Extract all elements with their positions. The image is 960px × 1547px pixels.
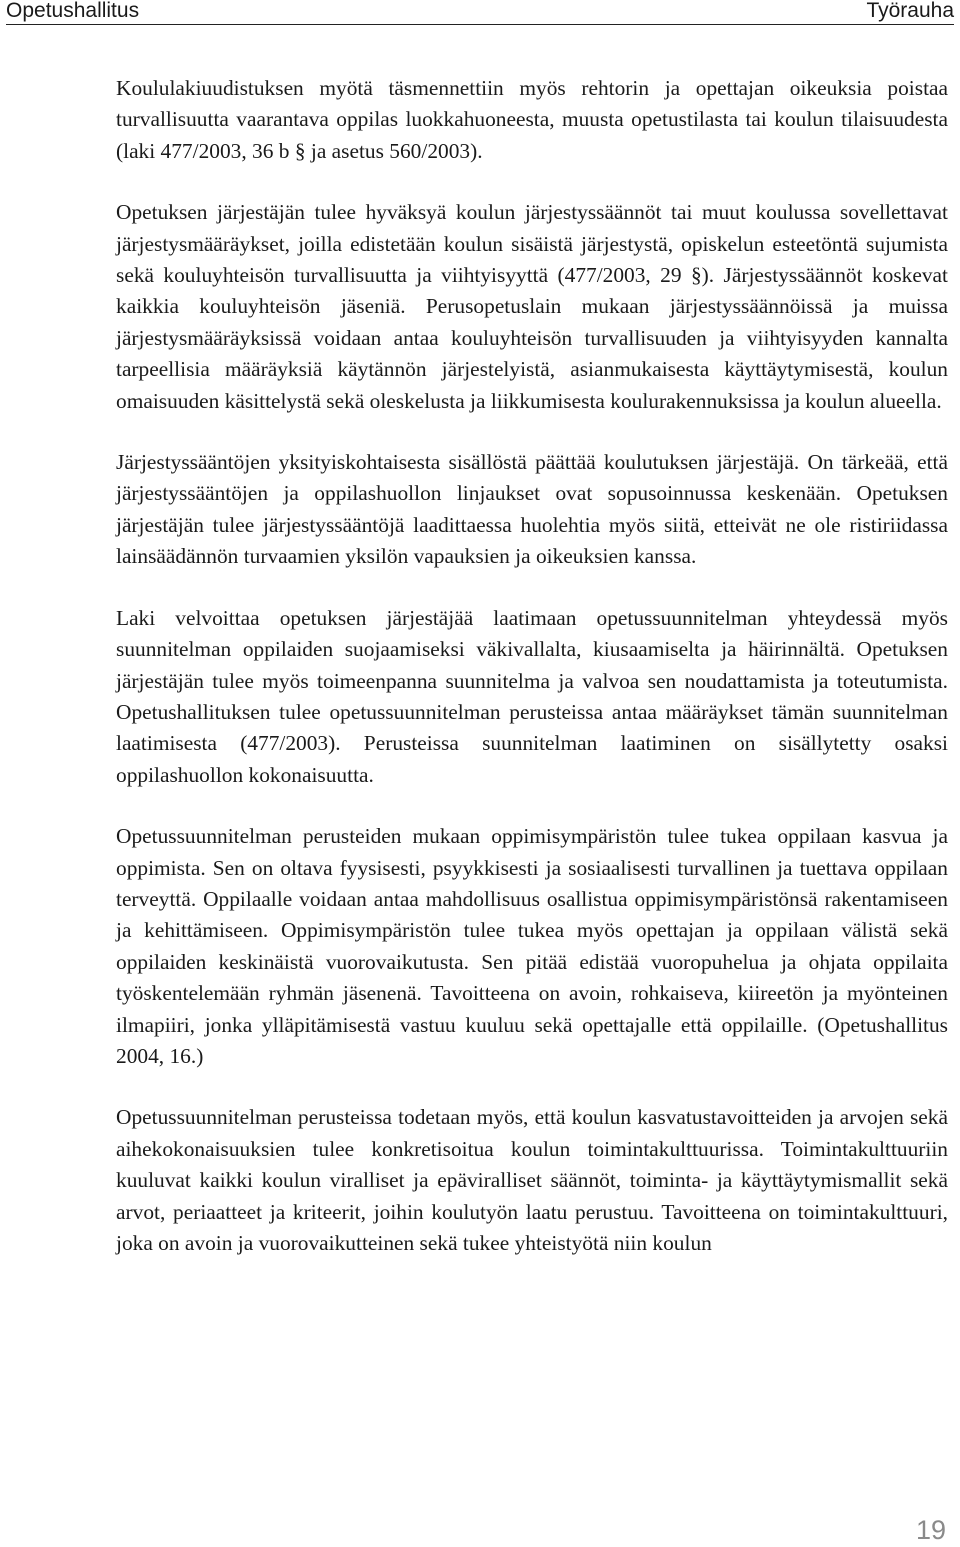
paragraph-school-rules: Opetuksen järjestäjän tulee hyväksyä koulun järjestyssäännöt tai muut koulussa sovellettavat järjestysmääräykset, joilla edistetään koulun sisäistä järjestystä, opiskelun esteetöntä sujumista sekä kouluyhteisön turvallisuutta ja viihtyisyyttä (477/2003, 29 §). Järjestyssäännöt koskevat kaikkia kouluyhteisön jäseniä. Perusopetuslain mukaan järjestyssäännöissä ja muissa järjestysmääräyksissä voidaan antaa kouluyhteisön turvallisuuden ja viihtyisyyden kannalta tarpeellisia määräyksiä käytännön järjestelyistä, asianmukaisesta käyttäytymisestä, koulun omaisuuden käsittelystä sekä oleskelusta ja liikkumisesta koulurakennuksissa ja koulun alueella. bbox=[116, 200, 948, 413]
paragraph-learning-environment: Opetussuunnitelman perusteiden mukaan oppimisympäristön tulee tukea oppilaan kasvua ja oppimista. Sen on oltava fyysisesti, psyykkisesti ja sosiaalisesti turvallinen ja tuettava oppilaan terveyttä. Oppilaalle voidaan antaa mahdollisuus osallistua oppimisympäristönsä rakentamiseen ja kehittämiseen. Oppimisympäristön tulee tukea myös opettajan ja oppilaan välistä sekä oppilaiden keskinäistä vuorovaikutusta. Sen pitää edistää vuoropuhelua ja ohjata oppilaita työskentelemään ryhmän jäsenenä. Tavoitteena on avoin, rohkaiseva, kiireetön ja myönteinen ilmapiiri, jonka ylläpitämisestä vastuu kuuluu sekä opettajalle että oppilaille. (Opetushallitus 2004, 16.) bbox=[116, 824, 948, 1068]
header-publisher: Opetushallitus bbox=[6, 0, 140, 22]
paragraph-school-culture: Opetussuunnitelman perusteissa todetaan myös, että koulun kasvatustavoitteiden ja arvojen sekä aihekokonaisuuksien tulee konkretisoitua koulun toimintakulttuurissa. Toimintakulttuuriin kuuluvat kaikki koulun viralliset ja epäviralliset säännöt, toiminta- ja käyttäytymismallit sekä arvot, periaatteet ja kriteerit, joihin koulutyön laatu perustuu. Tavoitteena on toimintakulttuuri, joka on avoin ja vuorovaikutteinen sekä tukee yhteistyötä niin koulun bbox=[116, 1105, 948, 1255]
body-text bbox=[116, 73, 948, 1259]
paragraph-rules-content: Järjestyssääntöjen yksityiskohtaisesta sisällöstä päättää koulutuksen järjestäjä. On tärkeää, että järjestyssääntöjen ja oppilashuollon linjaukset ovat sopusoinnussa keskenään. Opetuksen järjestäjän tulee järjestyssääntöjä laadittaessa huolehtia myös siitä, etteivät ne ole ristiriidassa lainsäädännön turvaamien yksilön vapauksien ja oikeuksien kanssa. bbox=[116, 450, 948, 569]
header-document-title: Työrauha bbox=[866, 0, 954, 22]
paragraph-expulsion-rights: Koululakiuudistuksen myötä täsmennettiin myös rehtorin ja opettajan oikeuksia poistaa turvallisuutta vaarantava oppilas luokkahuoneesta, muusta opetustilasta tai koulun tilaisuudesta (laki 477/2003, 36 b § ja asetus 560/2003). bbox=[116, 76, 948, 163]
paragraph-anti-bullying-plan: Laki velvoittaa opetuksen järjestäjää laatimaan opetussuunnitelman yhteydessä myös suunnitelman oppilaiden suojaamiseksi väkivallalta, kiusaamiselta ja häirinnältä. Opetuksen järjestäjän tulee myös toimeenpanna suunnitelma ja valvoa sen noudattamista ja toteutumista. Opetushallituksen tulee opetussuunnitelman perusteissa antaa määräykset tämän suunnitelman laatimisesta (477/2003). Perusteissa suunnitelman laatiminen on sisällytetty osaksi oppilashuollon kokonaisuutta. bbox=[116, 605, 948, 787]
page-number: 19 bbox=[915, 1515, 946, 1545]
running-header bbox=[6, 0, 954, 25]
